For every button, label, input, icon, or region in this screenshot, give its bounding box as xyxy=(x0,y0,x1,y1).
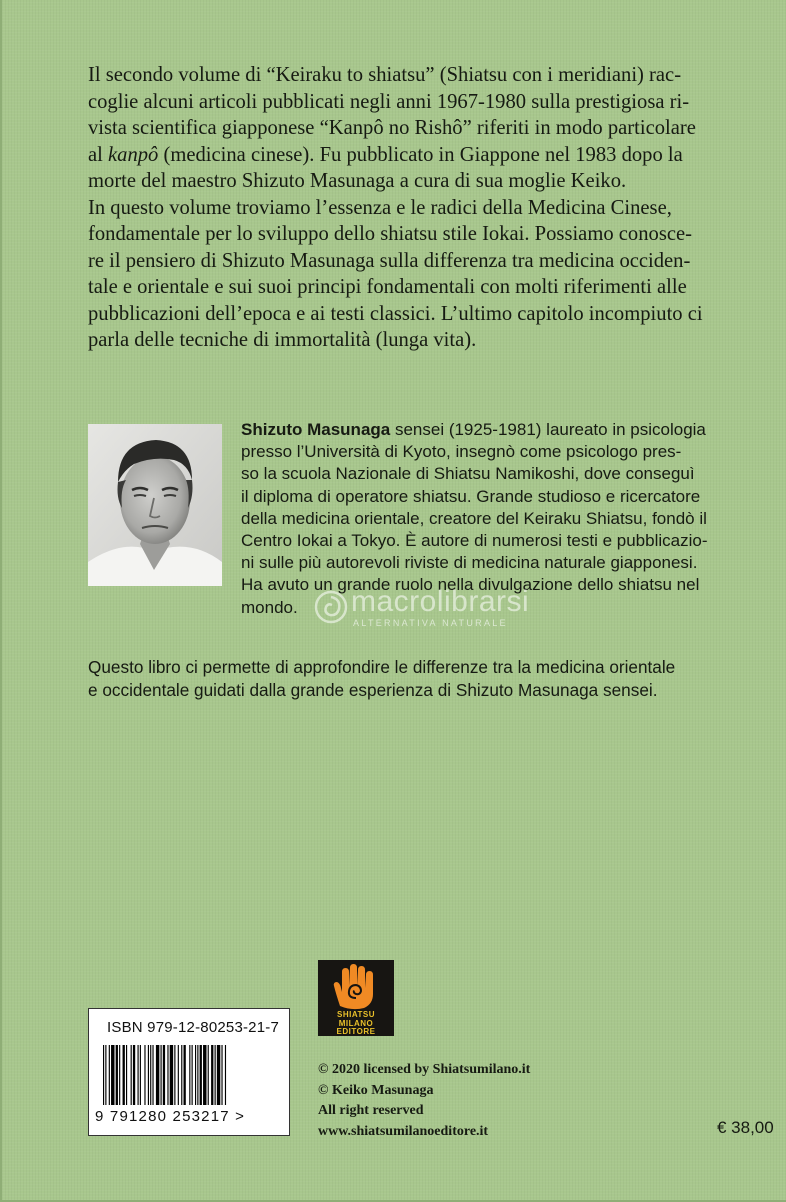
intro-text: (medicina cinese). Fu pubblicato in Giappone nel 1983 dopo la xyxy=(158,143,683,166)
publisher-website: www.shiatsumilanoeditore.it xyxy=(318,1123,489,1139)
credit-line: © Keiko Masunaga xyxy=(318,1082,434,1098)
barcode-bars xyxy=(101,1045,277,1105)
bio-text: sensei (1925-1981) laureato in psicologia xyxy=(390,420,706,439)
barcode-bar xyxy=(138,1045,139,1105)
barcode-bar xyxy=(217,1045,220,1105)
hand-spiral-icon xyxy=(318,962,394,1012)
intro-line: parla delle tecniche di immortalità (lunga vita). xyxy=(88,329,477,351)
bio-first-line xyxy=(241,419,786,441)
barcode-bar xyxy=(192,1045,193,1105)
credit-line: All right reserved xyxy=(318,1103,424,1119)
barcode-bar xyxy=(119,1045,120,1105)
barcode-bar xyxy=(105,1045,106,1105)
barcode-digits: 9 791280 253217 > xyxy=(95,1108,246,1125)
publisher-name xyxy=(318,1011,394,1037)
barcode-bar xyxy=(126,1045,127,1105)
bio-line: presso l’Università di Kyoto, insegnò come psicologo pres- xyxy=(241,442,682,462)
intro-line: vista scientifica giapponese “Kanpô no Rishô” riferiti in modo particolare xyxy=(88,117,696,139)
credits xyxy=(318,1060,530,1142)
barcode-bar xyxy=(111,1045,114,1105)
publisher-line: MILANO xyxy=(338,1018,374,1028)
barcode-bar xyxy=(203,1045,206,1105)
intro-line: coglie alcuni articoli pubblicati negli anni 1967-1980 sulla prestigiosa ri- xyxy=(88,90,690,113)
publisher-logo xyxy=(318,960,394,1036)
barcode-bar xyxy=(150,1045,151,1105)
barcode-bar xyxy=(140,1045,141,1105)
intro-line: re il pensiero di Shizuto Masunaga sulla differenza tra medicina occiden- xyxy=(88,249,691,272)
bio-line: so la scuola Nazionale di Shiatsu Namikoshi, dove conseguì xyxy=(241,464,695,484)
closing-line: Questo libro ci permette di approfondire le differenze tra la medicina orientale xyxy=(88,657,676,677)
barcode-bar xyxy=(200,1045,202,1105)
intro-line: tale e orientale e sui suoi principi fondamentali con molti riferimenti alle xyxy=(88,276,687,298)
bio-line: il diploma di operatore shiatsu. Grande studioso e ricercatore xyxy=(241,486,701,506)
kanpo-italic: kanpô xyxy=(108,143,159,166)
closing-paragraph xyxy=(88,656,786,701)
barcode-bar xyxy=(152,1045,153,1105)
barcode-bar xyxy=(170,1045,173,1105)
author-name: Shizuto Masunaga xyxy=(241,420,391,439)
watermark-text: macrolibrarsi xyxy=(351,585,530,618)
barcode-bar xyxy=(174,1045,175,1105)
barcode-bar xyxy=(184,1045,186,1105)
barcode-box xyxy=(88,1008,290,1136)
barcode-bar xyxy=(103,1045,104,1105)
barcode-bar xyxy=(144,1045,145,1105)
barcode-bar xyxy=(156,1045,159,1105)
author-photo xyxy=(88,424,222,586)
barcode-bar xyxy=(211,1045,213,1105)
intro-paragraph xyxy=(88,62,786,354)
barcode-bar xyxy=(189,1045,190,1105)
closing-line: e occidentale guidati dalla grande esperienza di Shizuto Masunaga sensei. xyxy=(88,679,658,700)
intro-line: morte del maestro Shizuto Masunaga a cura di sua moglie Keiko. xyxy=(88,170,627,192)
barcode-bar xyxy=(178,1045,179,1105)
bio-line: Ha avuto un grande ruolo nella divulgazione dello shiatsu nel xyxy=(241,575,700,595)
bio-line: ni sulle più autorevoli riviste di medicina naturale giapponesi. xyxy=(241,553,698,573)
barcode-bar xyxy=(167,1045,168,1105)
author-portrait-image xyxy=(88,424,222,586)
intro-text: al xyxy=(88,143,109,166)
barcode-bar xyxy=(161,1045,162,1105)
intro-line: In questo volume troviamo l’essenza e le radici della Medicina Cinese, xyxy=(88,196,672,219)
barcode-bar xyxy=(181,1045,182,1105)
author-bio xyxy=(241,419,786,619)
barcode-bar xyxy=(131,1045,132,1105)
intro-line: fondamentale per lo sviluppo dello shiatsu stile Iokai. Possiamo conosce- xyxy=(88,223,692,245)
barcode-bar xyxy=(197,1045,198,1105)
publisher-line: SHIATSU xyxy=(336,1010,376,1019)
isbn-label: ISBN 979-12-80253-21-7 xyxy=(107,1019,280,1036)
barcode-bar xyxy=(109,1045,110,1105)
intro-line-kanpo xyxy=(88,142,786,169)
barcode-bar xyxy=(195,1045,196,1105)
intro-line: Il secondo volume di “Keiraku to shiatsu” (Shiatsu con i meridiani) rac- xyxy=(88,64,682,86)
barcode-bar xyxy=(148,1045,149,1105)
price: € 38,00 xyxy=(717,1118,774,1137)
publisher-line: EDITORE xyxy=(336,1027,376,1036)
intro-line: pubblicazioni dell’epoca e ai testi classici. L’ultimo capitolo incompiuto ci xyxy=(88,302,703,325)
bio-line: mondo. xyxy=(241,597,298,617)
bio-line: della medicina orientale, creatore del Keiraku Shiatsu, fondò il xyxy=(241,508,707,528)
barcode-bar xyxy=(133,1045,135,1105)
watermark-subtext: ALTERNATIVA NATURALE xyxy=(353,618,508,628)
barcode-bar xyxy=(208,1045,209,1105)
barcode-bar xyxy=(215,1045,216,1105)
barcode-bar xyxy=(225,1045,226,1105)
barcode-bar xyxy=(116,1045,118,1105)
bio-line: Centro Iokai a Tokyo. È autore di numerosi testi e pubblicazio- xyxy=(241,531,708,551)
barcode-bar xyxy=(163,1045,165,1105)
credit-line: © 2020 licensed by Shiatsumilano.it xyxy=(318,1062,531,1077)
barcode-bar xyxy=(123,1045,125,1105)
barcode-bar xyxy=(221,1045,222,1105)
